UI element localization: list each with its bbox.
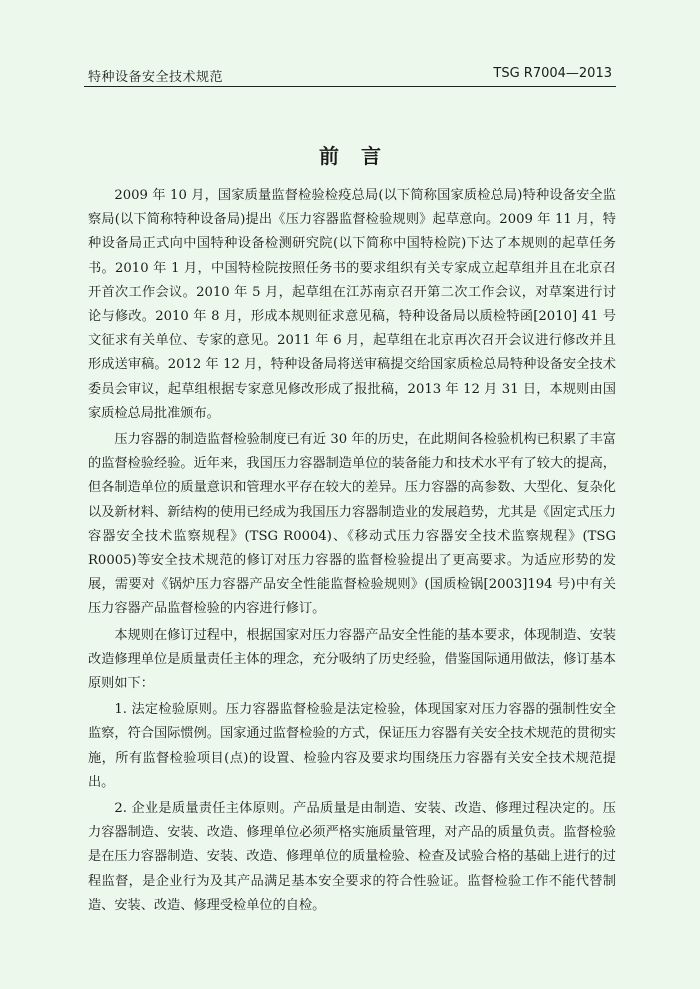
running-header-left: 特种设备安全技术规范 (88, 70, 224, 85)
paragraph: 1. 法定检验原则。压力容器监督检验是法定检验，体现国家对压力容器的强制性安全监察，符合国际惯例。国家通过监督检验的方式，保证压力容器有关安全技术规范的贯彻实施，所有监督检验项目(点)的设置、检验内容及要求均围绕压力容器有关安全技术规范提出。 (88, 702, 616, 790)
header-rule (84, 86, 616, 87)
page-title: 前言 (319, 144, 403, 168)
paragraph: 2009 年 10 月，国家质量监督检验检疫总局(以下简称国家质检总局)特种设备安全监察局(以下简称特种设备局)提出《压力容器监督检验规则》起草意向。2009 年 11 月，特种设备局正式向中国特种设备检测研究院(以下简称中国特检院)下达了本规则的起草任务书。2010 年 1 月，中国特检院按照任务书的要求组织有关专家成立起草组并且在北京召开首次工作会议。2010 年 5 月，起草组在江苏南京召开第二次工作会议，对草案进行讨论与修改。2010 年 8 月，形成本规则征求意见稿，特种设备局以质检特函[2010] 41 号文征求有关单位、专家的意见。2011 年 6 月，起草组在北京再次召开会议进行修改并且形成送审稿。2012 年 12 月，特种设备局将送审稿提交给国家质检总局特种设备安全技术委员会审议，起草组根据专家意见修改形成了报批稿，2013 年 12 月 31 日，本规则由国家质检总局批准颁布。 (88, 188, 616, 421)
paragraph: 2. 企业是质量责任主体原则。产品质量是由制造、安装、改造、修理过程决定的。压力容器制造、安装、改造、修理单位必须严格实施质量管理，对产品的质量负责。监督检验是在压力容器制造、安装、改造、修理单位的质量检验、检查及试验合格的基础上进行的过程监督，是企业行为及其产品满足基本安全要求的符合性验证。监督检验工作不能代替制造、安装、改造、修理受检单位的自检。 (88, 801, 616, 913)
running-header-right: TSG R7004—2013 (493, 66, 612, 81)
body-text (88, 184, 616, 920)
paragraph: 本规则在修订过程中，根据国家对压力容器产品安全性能的基本要求，体现制造、安装改造修理单位是质量责任主体的理念，充分吸纳了历史经验，借鉴国际通用做法，修订基本原则如下： (88, 627, 616, 692)
paragraph: 压力容器的制造监督检验制度已有近 30 年的历史，在此期间各检验机构已积累了丰富的监督检验经验。近年来，我国压力容器制造单位的装备能力和技术水平有了较大的提高，但各制造单位的质量意识和管理水平存在较大的差异。压力容器的高参数、大型化、复杂化以及新材料、新结构的使用已经成为我国压力容器制造业的发展趋势，尤其是《固定式压力容器安全技术监察规程》(TSG R0004)、《移动式压力容器安全技术监察规程》(TSG R0005)等安全技术规范的修订对压力容器的监督检验提出了更高要求。为适应形势的发展，需要对《锅炉压力容器产品安全性能监督检验规则》(国质检锅[2003]194 号)中有关压力容器产品监督检验的内容进行修订。 (88, 432, 616, 617)
